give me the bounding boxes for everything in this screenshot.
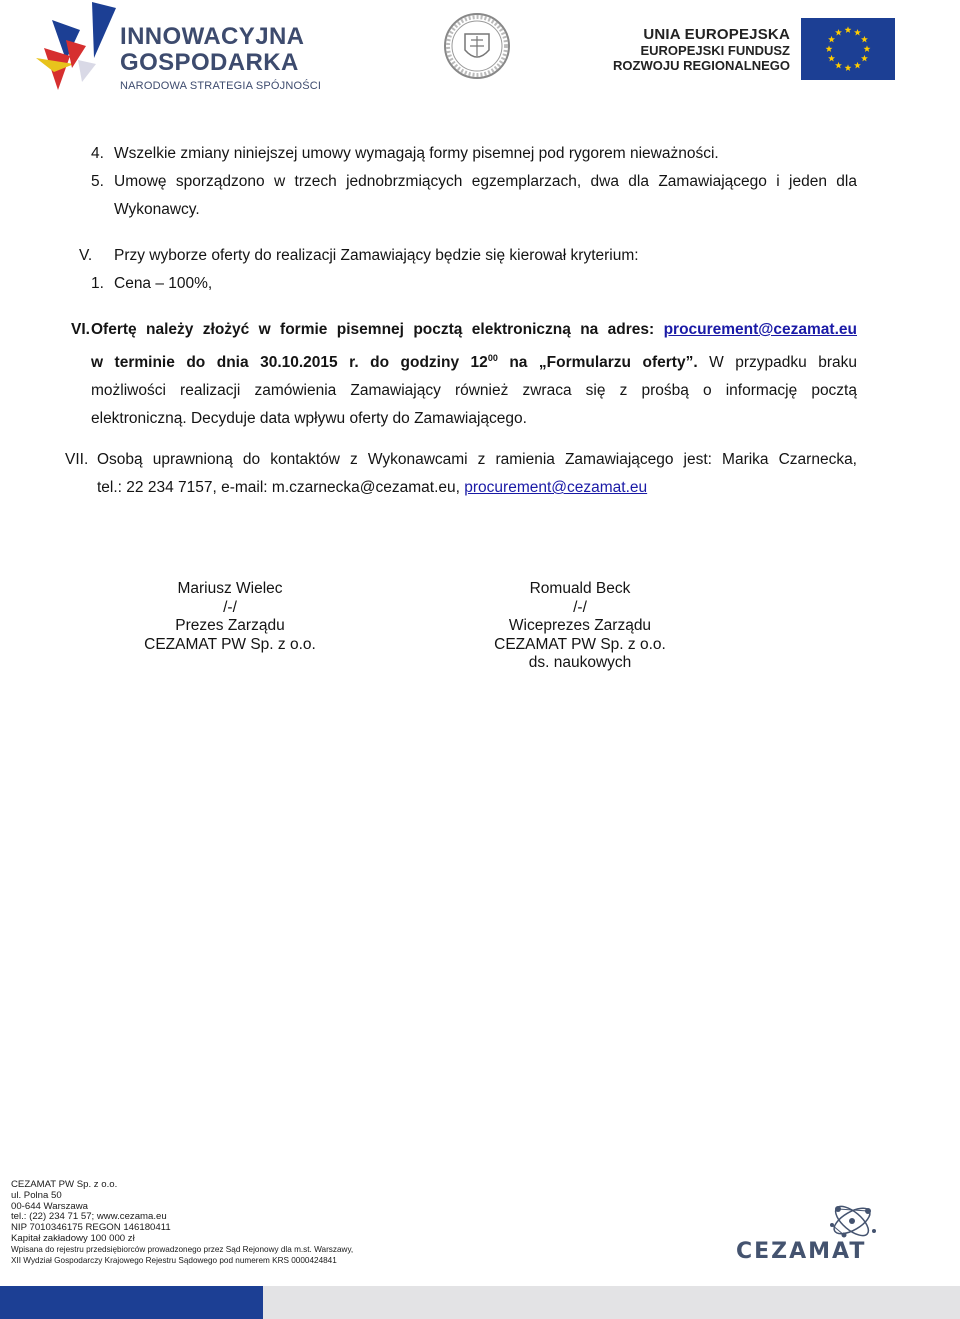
section-vi-line2-rest: W przypadku braku [709, 354, 858, 372]
signatory-role: Prezes Zarządu [175, 617, 285, 634]
footer-street: ul. Polna 50 [11, 1189, 62, 1201]
eu-star-icon [826, 45, 833, 52]
item-4-text: Wszelkie zmiany niniejszej umowy wymagają formy pisemnej pod rygorem nieważności. [114, 145, 719, 162]
section-vii-number: VII. [65, 451, 89, 468]
criterion-1-number: 1. [91, 275, 104, 292]
section-vi-line2 [91, 344, 857, 377]
procurement-email-link[interactable]: procurement@cezamat.eu [663, 321, 857, 338]
eu-star-icon [845, 64, 852, 71]
signature-block-2 [480, 580, 680, 673]
ig-emblem-icon [36, 0, 120, 95]
footer-capital: Kapitał zakładowy 100 000 zł [11, 1232, 135, 1244]
item-5-number: 5. [91, 173, 104, 190]
section-v-heading: Przy wyborze oferty do realizacji Zamawiający będzie się kierował kryterium: [114, 247, 639, 264]
section-v-number: V. [79, 247, 93, 264]
signature-mark: /-/ [223, 598, 237, 616]
footer-address [11, 1180, 411, 1266]
eu-star-icon [828, 55, 835, 62]
footer-bar-accent [0, 1286, 263, 1319]
form-name-text: na „Formularzu oferty”. [509, 354, 698, 372]
item-5 [91, 168, 857, 224]
footer-postal: 00-644 Warszawa [11, 1200, 88, 1212]
item-5-line2: Wykonawcy. [114, 201, 200, 218]
deadline-text: w terminie do dnia 30.10.2015 r. do godziny 12 [91, 354, 488, 372]
eu-star-icon [835, 62, 842, 69]
eu-fund-text [600, 26, 790, 73]
eu-star-icon [861, 55, 868, 62]
criterion-1-text: Cena – 100%, [114, 275, 213, 292]
eu-star-icon [861, 36, 868, 43]
contact-email-link[interactable]: procurement@cezamat.eu [464, 479, 648, 496]
eu-stars-icon [801, 18, 895, 80]
signatory-name: Romuald Beck [529, 580, 631, 597]
cezamat-logo [734, 1195, 884, 1267]
signatory-company: CEZAMAT PW Sp. z o.o. [494, 635, 666, 653]
eu-line3: ROZWOJU REGIONALNEGO [613, 58, 790, 73]
signatory-company: CEZAMAT PW Sp. z o.o. [144, 635, 316, 653]
eu-star-icon [854, 29, 861, 36]
eu-line2: EUROPEJSKI FUNDUSZ [640, 43, 790, 58]
signatory-extra: ds. naukowych [528, 654, 632, 671]
item-5-line1: Umowę sporządzono w trzech jednobrzmiących egzemplarzach, dwa dla Zamawiającego i jeden dla [114, 173, 857, 190]
section-vi-number: VI. [71, 321, 90, 338]
deadline-time-sup: 00 [487, 353, 498, 363]
signature-block-1 [130, 580, 330, 654]
eu-star-icon [845, 26, 852, 33]
ig-title-line1: INNOWACYJNA [120, 23, 305, 50]
signature-mark: /-/ [573, 598, 587, 616]
section-vii-line2 [97, 474, 857, 502]
innowacyjna-gospodarka-logo [36, 0, 336, 95]
signatory-role: Wiceprezes Zarządu [508, 617, 652, 634]
section-vi-line3: możliwości realizacji zamówienia Zamawiający również zwraca się z prośbą o informację pocztą [91, 382, 857, 400]
eu-flag [801, 18, 895, 80]
eu-star-icon [835, 29, 842, 36]
footer-phone-web: tel.: (22) 234 71 57; www.cezama.eu [11, 1211, 167, 1223]
section-vii [65, 446, 857, 502]
footer-registry-1: Wpisana do rejestru przedsiębiorców prowadzonego przez Sąd Rejonowy dla m.st. Warszawy, [11, 1244, 354, 1254]
footer-tax-ids: NIP 7010346175 REGON 146180411 [11, 1222, 171, 1234]
section-vi-line4: elektroniczną. Decyduje data wpływu oferty do Zamawiającego. [91, 410, 527, 428]
section-vii-line1: Osobą uprawnioną do kontaktów z Wykonawcami z ramienia Zamawiającego jest: Marika Czarnecka, [97, 451, 857, 468]
footer-company: CEZAMAT PW Sp. z o.o. [11, 1179, 118, 1190]
seal-icon [443, 12, 511, 80]
cezamat-logo-text: CEZAMAT [736, 1239, 867, 1264]
eu-line1: UNIA EUROPEJSKA [643, 26, 790, 43]
contact-details: tel.: 22 234 7157, e-mail: m.czarnecka@cezamat.eu, [97, 479, 460, 496]
ig-subtitle: NARODOWA STRATEGIA SPÓJNOŚCI [120, 80, 322, 92]
item-4-number: 4. [91, 145, 104, 162]
section-vi-line1 [91, 316, 857, 344]
eu-star-icon [854, 62, 861, 69]
eu-star-icon [864, 45, 871, 52]
eu-star-icon [828, 36, 835, 43]
footer-registry-2: XII Wydział Gospodarczy Krajowego Rejestru Sądowego pod numerem KRS 0000424841 [11, 1255, 337, 1265]
section-vi-instruction: Ofertę należy złożyć w formie pisemnej pocztą elektroniczną na adres: [91, 321, 655, 338]
ig-title-line2: GOSPODARKA [120, 49, 299, 76]
section-vi [71, 316, 858, 433]
university-seal [443, 12, 511, 80]
signatory-name: Mariusz Wielec [177, 580, 283, 597]
